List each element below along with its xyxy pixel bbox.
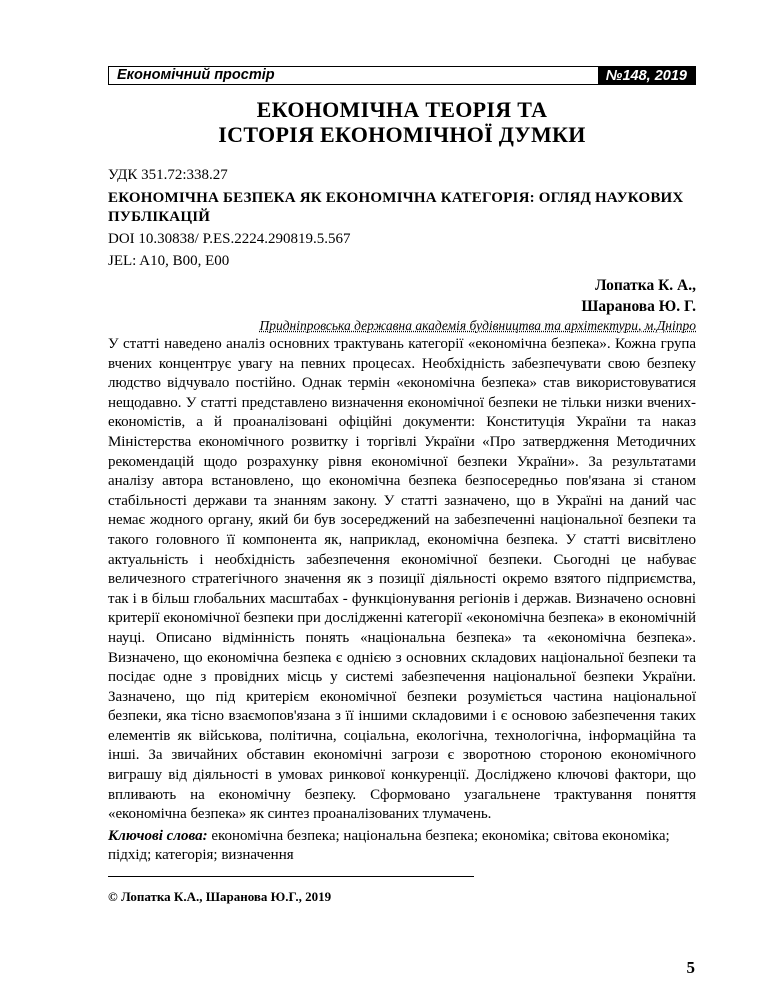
jel-codes: JEL: A10, B00, E00 (108, 253, 230, 269)
affiliation: Придніпровська державна академія будівництва та архітектури, м.Дніпро (259, 318, 696, 333)
author-1: Лопатка К. А., (594, 277, 696, 294)
issue-badge: №148, 2019 (598, 67, 695, 84)
section-title (108, 97, 696, 147)
keywords-label: Ключові слова: (108, 827, 208, 844)
doi: DOI 10.30838/ P.ES.2224.290819.5.567 (108, 231, 351, 247)
section-title-line-2: ІСТОРІЯ ЕКОНОМІЧНОЇ ДУМКИ (218, 122, 586, 147)
journal-name: Економічний простір (117, 67, 275, 83)
authors (108, 275, 696, 317)
section-title-line-1: ЕКОНОМІЧНА ТЕОРІЯ ТА (256, 97, 548, 122)
udc-code: УДК 351.72:338.27 (108, 167, 228, 183)
footnote-divider (108, 876, 474, 877)
abstract: У статті наведено аналіз основних трактувань категорії «економічна безпека». Кожна група вчених концентрує увагу на певних процесах. Необхідність забезпечувати свою безпеку людство відчувало постійно. Однак термін «економічна безпека» став використовуватися нещодавно. У статті представлено визначення економічної безпеки не тільки низки вчених-економістів, а й проаналізовані офіційні документи: Конституція України та наказ Міністерства економічного розвитку і торгівлі України «Про затвердження Методичних рекомендацій щодо розрахунку рівня економічної безпеки України». За результатами аналізу автора встановлено, що економічна безпека безпосередньо пов'язана зі станом стабільності держави та знанням закону. У статті зазначено, що в Україні на даний час немає жодного органу, який би був зосереджений на забезпеченні національної безпеки та такого головного її компонента як, наприклад, економічна безпека. У статті висвітлено актуальність і необхідність забезпечення економічної безпеки. Сьогодні це набуває величезного стратегічного значення як з позиції діяльності окремо взятого підприємства, так і в більш глобальних масштабах - функціонування регіонів і держав. Визначено основні критерії економічної безпеки при дослідженні категорії «економічна безпека» в економічній науці. Описано відмінність понять «національна безпека» та «економічна безпека». Визначено, що економічна безпека є однією з основних складових національної безпеки та посідає одне з провідних місць у системі забезпечення національної безпеки України. Зазначено, що під критерієм економічної безпеки розуміється частина національної безпеки, яка тісно взаємопов'язана з її іншими складовими і є основою забезпечення таких елементів як військова, політична, соціальна, екологічна, технологічна, інформаційна та інші. За звичайних обставин економічні загрози є зворотною стороною економічного виграшу від діяльності в умовах ринкової конкуренції. Досліджено ключові фактори, що впливають на економічну безпеку. Сформовано узагальнене трактування поняття «економічна безпека» як синтез проаналізованих тлумачень. (108, 336, 696, 823)
keywords (108, 827, 696, 866)
journal-header (108, 66, 696, 85)
keywords-list: економічна безпека; національна безпека; економіка; світова економіка; підхід; категорія; визначення (108, 827, 670, 864)
page-number: 5 (686, 958, 695, 977)
author-2: Шаранова Ю. Г. (581, 298, 696, 315)
copyright: © Лопатка К.А., Шаранова Ю.Г., 2019 (108, 889, 332, 905)
page-content (108, 66, 696, 905)
article-title: ЕКОНОМІЧНА БЕЗПЕКА ЯК ЕКОНОМІЧНА КАТЕГОРІЯ: ОГЛЯД НАУКОВИХ ПУБЛІКАЦІЙ (108, 190, 684, 225)
